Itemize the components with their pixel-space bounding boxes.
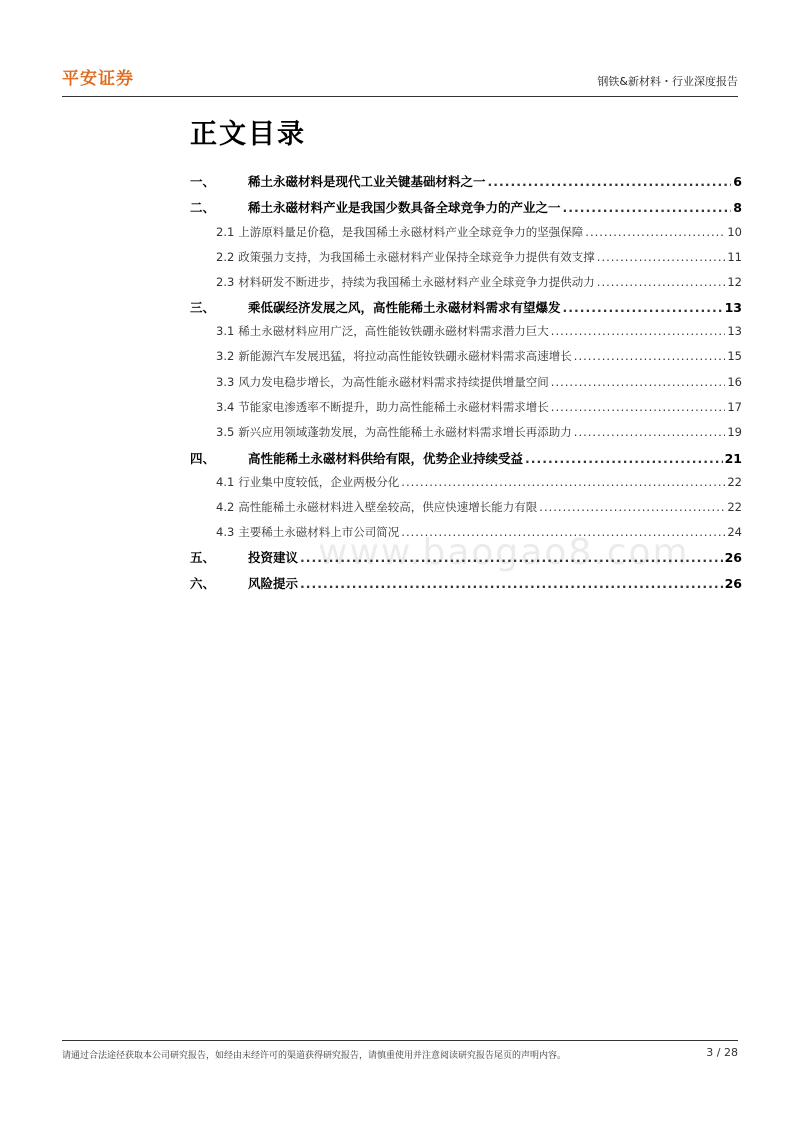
toc-entry-label: 政策强力支持，为我国稀土永磁材料产业保持全球竞争力提供有效支撑 (238, 250, 595, 264)
toc-leader (551, 400, 726, 414)
toc-entry-4-2[interactable] (216, 499, 742, 519)
toc-entry-label: 风险提示 (248, 576, 299, 591)
toc-entry-page: 8 (733, 200, 742, 215)
toc-entry-label: 新兴应用领域蓬勃发展，为高性能稀土永磁材料需求增长再添助力 (238, 425, 572, 439)
toc-entry-label: 上游原料量足价稳，是我国稀土永磁材料产业全球竞争力的坚强保障 (238, 225, 584, 239)
toc-entry-6[interactable] (190, 574, 742, 594)
toc-entry-3-4[interactable] (216, 399, 742, 419)
toc-entry-number: 三、 (190, 300, 216, 315)
toc-leader (300, 550, 723, 565)
toc-entry-label: 乘低碳经济发展之风，高性能稀土永磁材料需求有望爆发 (248, 300, 561, 315)
toc-leader (401, 475, 725, 489)
toc-entry-label: 稀土永磁材料产业是我国少数具备全球竞争力的产业之一 (248, 200, 561, 215)
toc-entry-4[interactable] (190, 449, 742, 469)
brand-logo: 平安证券 (62, 69, 134, 89)
toc-leader (551, 324, 726, 338)
toc-entry-4-1[interactable] (216, 474, 742, 494)
toc-leader (300, 576, 723, 591)
toc-entry-label: 稀土永磁材料是现代工业关键基础材料之一 (248, 174, 486, 189)
toc-entry-2[interactable] (190, 198, 742, 218)
toc-entry-3-5[interactable] (216, 424, 742, 444)
toc-entry-number: 五、 (190, 550, 216, 565)
toc-entry-3-2[interactable] (216, 348, 742, 368)
toc-entry-page: 16 (727, 375, 742, 389)
toc-entry-page: 15 (727, 349, 742, 363)
toc-entry-2-3[interactable] (216, 274, 742, 294)
toc-leader (488, 174, 732, 189)
toc-entry-page: 13 (724, 300, 742, 315)
footer-divider (62, 1040, 738, 1041)
toc-entry-label: 行业集中度较低，企业两极分化 (238, 475, 400, 489)
toc-leader (563, 300, 723, 315)
toc-entry-label: 稀土永磁材料应用广泛，高性能钕铁硼永磁材料需求潜力巨大 (238, 324, 549, 338)
toc-entry-number: 3.2 (216, 349, 235, 363)
toc-entry-number: 二、 (190, 200, 216, 215)
footer-disclaimer: 请通过合法途径获取本公司研究报告，如经由未经许可的渠道获得研究报告，请慎重使用并注意阅读研究报告尾页的声明内容。 (62, 1051, 567, 1061)
toc-entry-number: 3.1 (216, 324, 235, 338)
toc-entry-page: 21 (724, 451, 742, 466)
page-number: 3 / 28 (706, 1046, 738, 1059)
toc-entry-label: 高性能稀土永磁材料进入壁垒较高，供应快速增长能力有限 (238, 500, 538, 514)
toc-entry-3-3[interactable] (216, 374, 742, 394)
toc-entry-page: 11 (727, 250, 742, 264)
toc-entry-page: 26 (724, 576, 742, 591)
toc-entry-number: 四、 (190, 451, 216, 466)
toc-leader (551, 375, 726, 389)
toc-entry-page: 10 (727, 225, 742, 239)
toc-leader (597, 275, 726, 289)
toc-leader (597, 250, 726, 264)
toc-entry-page: 24 (727, 525, 742, 539)
toc-entry-4-3[interactable] (216, 524, 742, 544)
toc-entry-1[interactable] (190, 172, 742, 192)
toc-entry-label: 节能家电渗透率不断提升，助力高性能稀土永磁材料需求增长 (238, 400, 549, 414)
toc-entry-5[interactable] (190, 548, 742, 568)
document-type: 钢铁&新材料・行业深度报告 (597, 75, 738, 88)
toc-entry-page: 26 (724, 550, 742, 565)
toc-leader (539, 500, 725, 514)
toc-entry-page: 6 (733, 174, 742, 189)
toc-title: 正文目录 (190, 119, 306, 150)
toc-leader (585, 225, 725, 239)
watermark: www.baogao8.com (318, 532, 690, 573)
toc-entry-page: 12 (727, 275, 742, 289)
toc-entry-number: 一、 (190, 174, 216, 189)
toc-entry-number: 4.2 (216, 500, 235, 514)
toc-leader (563, 200, 732, 215)
header-divider (62, 96, 738, 97)
toc-leader (574, 349, 726, 363)
toc-leader (574, 425, 726, 439)
toc-leader (401, 525, 725, 539)
toc-entry-number: 2.3 (216, 275, 235, 289)
toc-entry-number: 3.3 (216, 375, 235, 389)
toc-entry-label: 高性能稀土永磁材料供给有限，优势企业持续受益 (248, 451, 524, 466)
toc-entry-label: 投资建议 (248, 550, 299, 565)
toc-entry-3[interactable] (190, 298, 742, 318)
toc-entry-number: 2.2 (216, 250, 235, 264)
toc-leader (525, 451, 723, 466)
toc-entry-number: 六、 (190, 576, 216, 591)
toc-entry-2-1[interactable] (216, 224, 742, 244)
toc-entry-3-1[interactable] (216, 323, 742, 343)
toc-entry-page: 22 (727, 500, 742, 514)
toc-entry-label: 主要稀土永磁材料上市公司简况 (238, 525, 400, 539)
toc-entry-label: 风力发电稳步增长，为高性能永磁材料需求持续提供增量空间 (238, 375, 549, 389)
toc-entry-number: 2.1 (216, 225, 235, 239)
toc-entry-page: 17 (727, 400, 742, 414)
toc-entry-number: 3.5 (216, 425, 235, 439)
toc-entry-page: 22 (727, 475, 742, 489)
toc-entry-number: 4.1 (216, 475, 235, 489)
toc-entry-page: 13 (727, 324, 742, 338)
toc-entry-number: 4.3 (216, 525, 235, 539)
toc-entry-page: 19 (727, 425, 742, 439)
toc-entry-number: 3.4 (216, 400, 235, 414)
toc-entry-label: 新能源汽车发展迅猛，将拉动高性能钕铁硼永磁材料需求高速增长 (238, 349, 572, 363)
toc-entry-label: 材料研发不断进步，持续为我国稀土永磁材料产业全球竞争力提供动力 (238, 275, 595, 289)
toc-entry-2-2[interactable] (216, 249, 742, 269)
